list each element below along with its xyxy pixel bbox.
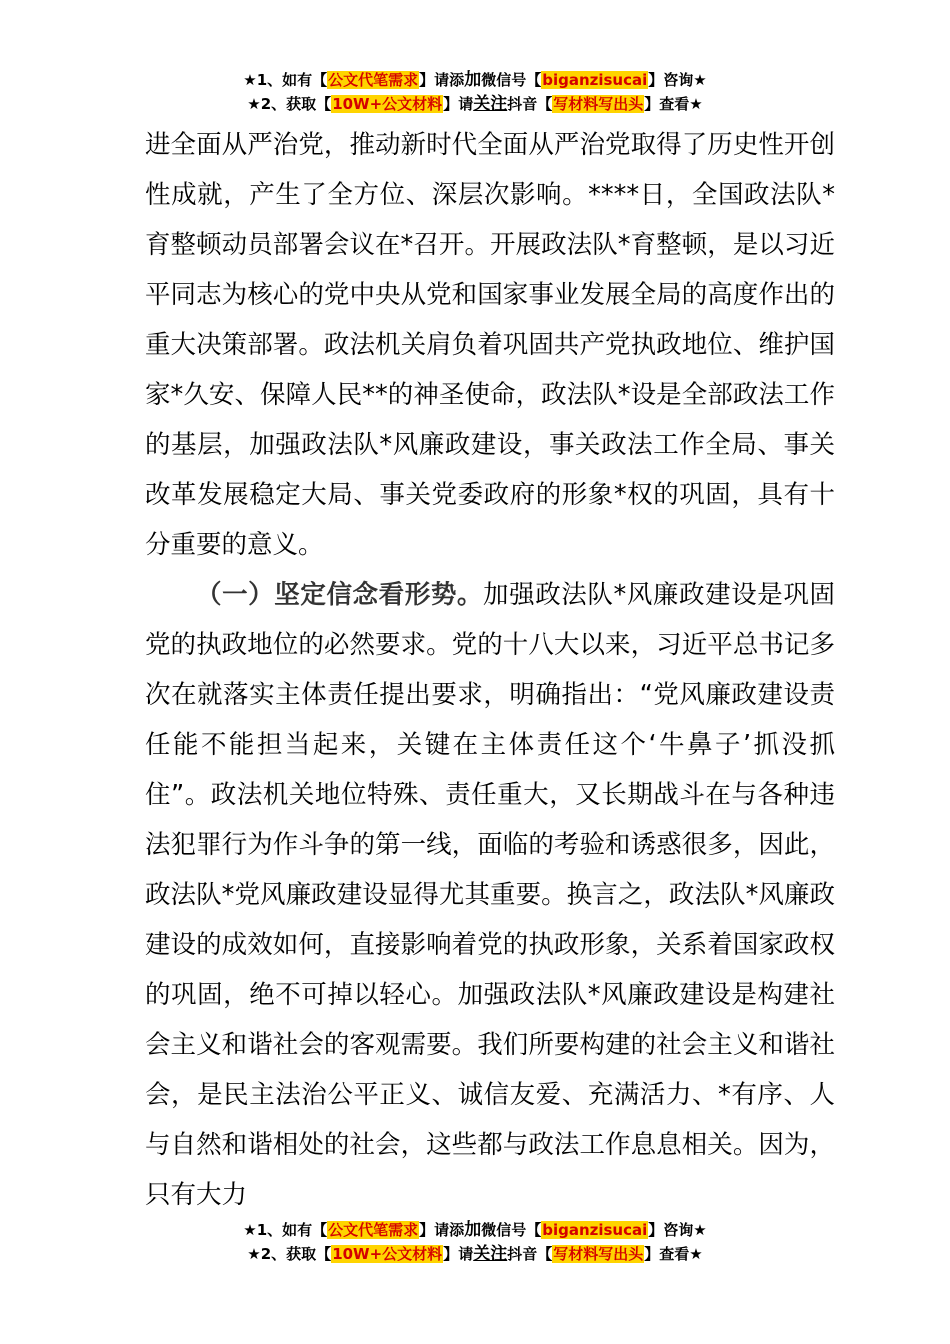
highlight-wechat-id: biganzisucai	[542, 71, 648, 89]
banner-text: 】咨询★	[648, 71, 707, 89]
highlight-service: 公文代笔需求	[328, 1221, 419, 1239]
banner-text: 】查看★	[644, 1245, 703, 1263]
banner-text: 微信号【	[481, 71, 542, 89]
paragraph-2	[145, 570, 835, 1220]
highlight-materials: 10W+公文材料	[332, 1245, 443, 1263]
highlight-materials: 10W+公文材料	[332, 95, 443, 113]
highlight-douyin: 写材料写出头	[553, 1245, 644, 1263]
banner-text: 】请	[443, 1245, 474, 1263]
banner-text: 】请添	[419, 1221, 465, 1239]
banner-line-1	[0, 68, 950, 92]
header-banner	[0, 68, 950, 116]
footer-banner	[0, 1218, 950, 1266]
banner-text: 抖音【	[507, 95, 553, 113]
document-body	[145, 120, 835, 1220]
banner-line-2	[0, 92, 950, 116]
banner-text: 】查看★	[644, 95, 703, 113]
highlight-service: 公文代笔需求	[328, 71, 419, 89]
banner-text: 微信号【	[481, 1221, 542, 1239]
banner-text: 关注	[473, 1244, 508, 1264]
banner-text: 关注	[473, 94, 508, 114]
banner-text: ★1、如有【	[243, 1221, 328, 1239]
banner-text: 】咨询★	[648, 1221, 707, 1239]
section-heading: （一）坚定信念看形势。	[196, 580, 484, 610]
highlight-douyin: 写材料写出头	[553, 95, 644, 113]
banner-text: ★2、获取【	[247, 95, 332, 113]
paragraph-1: 进全面从严治党，推动新时代全面从严治党取得了历史性开创性成就，产生了全方位、深层次影响。****日，全国政法队*育整顿动员部署会议在*召开。开展政法队*育整顿，是以习近平同志为核心的党中央从党和国家事业发展全局的高度作出的重大决策部署。政法机关肩负着巩固共产党执政地位、维护国家*久安、保障人民**的神圣使命，政法队*设是全部政法工作的基层，加强政法队*风廉政建设，事关政法工作全局、事关改革发展稳定大局、事关党委政府的形象*权的巩固，具有十分重要的意义。	[145, 130, 835, 560]
highlight-wechat-id: biganzisucai	[542, 1221, 648, 1239]
banner-text: ★2、获取【	[247, 1245, 332, 1263]
banner-text: ★1、如有【	[243, 71, 328, 89]
paragraph-text: 加强政法队*风廉政建设是巩固党的执政地位的必然要求。党的十八大以来，习近平总书记多次在就落实主体责任提出要求，明确指出：“党风廉政建设责任能不能担当起来，关键在主体责任这个‘牛鼻子’抓没抓住”。政法机关地位特殊、责任重大，又长期战斗在与各种违法犯罪行为作斗争的第一线，面临的考验和诱惑很多，因此，政法队*党风廉政建设显得尤其重要。换言之，政法队*风廉政建设的成效如何，直接影响着党的执政形象，关系着国家政权的巩固，绝不可掉以轻心。加强政法队*风廉政建设是构建社会主义和谐社会的客观需要。我们所要构建的社会主义和谐社会，是民主法治公平正义、诚信友爱、充满活力、*有序、人与自然和谐相处的社会，这些都与政法工作息息相关。因为，只有大力	[145, 580, 835, 1210]
banner-text: 抖音【	[507, 1245, 553, 1263]
banner-text: 】请添	[419, 71, 465, 89]
banner-line-2	[0, 1242, 950, 1266]
banner-text: 加	[464, 70, 482, 90]
banner-text: 】请	[443, 95, 474, 113]
banner-text: 加	[464, 1220, 482, 1240]
banner-line-1	[0, 1218, 950, 1242]
